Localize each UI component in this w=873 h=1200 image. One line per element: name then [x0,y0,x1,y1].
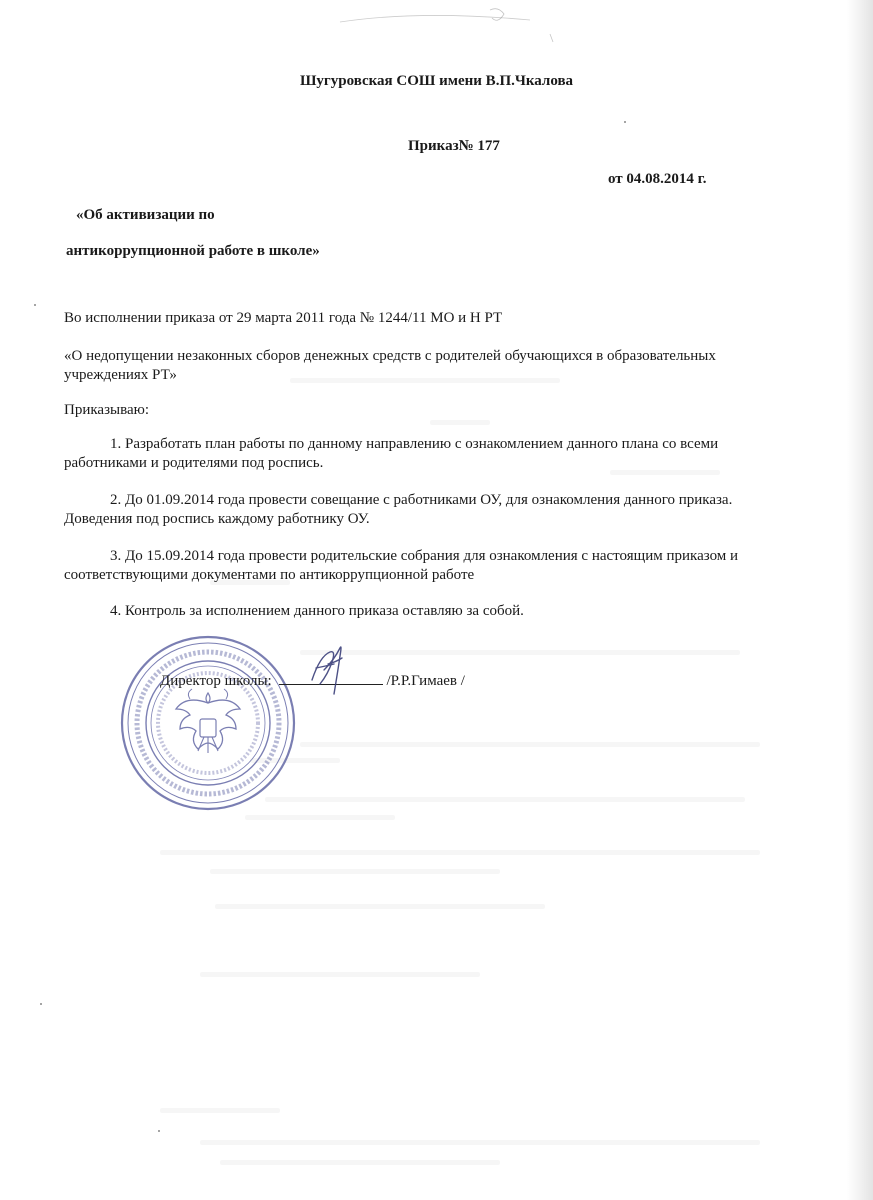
order-basis: Во исполнении приказа от 29 марта 2011 года № 1244/11 МО и Н РТ [64,310,503,326]
scan-edge-shadow [847,0,873,1200]
order-item-3: 3. До 15.09.2014 года провести родительские собрания для ознакомления с настоящим приказом и соответствующими документами по антикоррупционной работе [64,548,739,583]
official-round-stamp-icon [118,633,298,813]
order-directive-word: Приказываю: [64,402,149,418]
signature-name: /Р.Р.Гимаев / [386,673,465,689]
speck [40,1003,42,1005]
order-subject-line-1: «Об активизации по [76,207,215,223]
top-scan-marks [300,0,600,60]
order-item-2: 2. До 01.09.2014 года провести совещание с работниками ОУ, для ознакомления данного приказа. Доведения под роспись каждому работнику ОУ. [64,492,733,527]
signature-label: Директор школы: [160,673,272,689]
speck [624,121,626,123]
order-title: Приказ№ 177 [408,138,500,154]
order-basis-quote: «О недопущении незаконных сборов денежных средств с родителей обучающихся в образовательных учреждениях РТ» [64,348,716,383]
order-date: от 04.08.2014 г. [608,171,707,187]
order-item-4: 4. Контроль за исполнением данного приказа оставляю за собой. [110,603,524,619]
order-item-1: 1. Разработать план работы по данному направлению с ознакомлением данного плана со всеми работниками и родителями под роспись. [64,436,719,471]
school-name: Шугуровская СОШ имени В.П.Чкалова [299,73,574,89]
speck [34,304,36,306]
order-subject-line-2: антикоррупционной работе в школе» [66,243,320,259]
speck [158,1130,160,1132]
handwritten-signature-icon [290,640,370,698]
